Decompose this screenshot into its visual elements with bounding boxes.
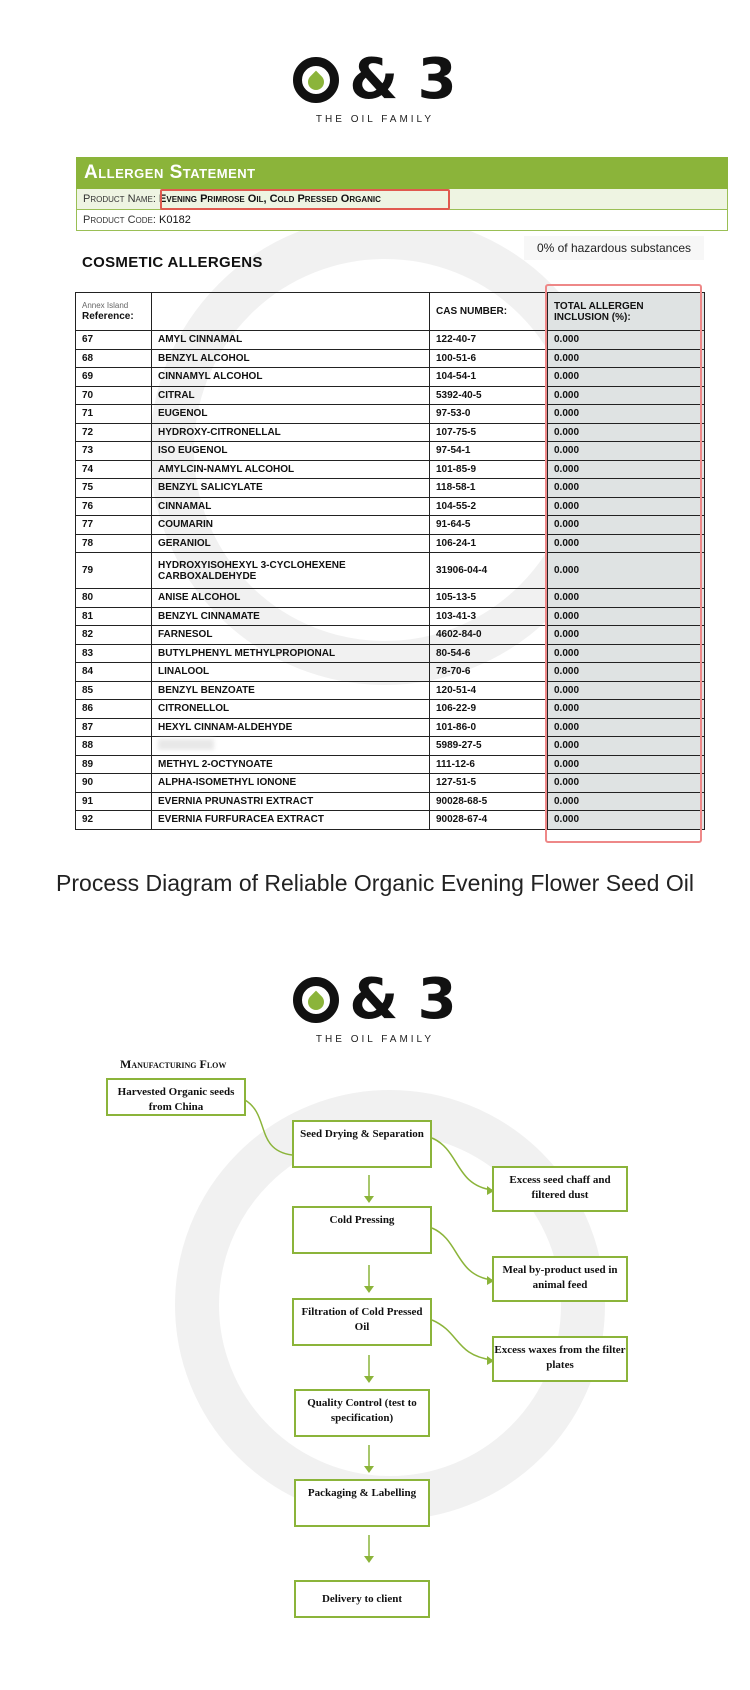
cell-cas-number: 5989-27-5 [430,737,548,756]
cell-allergen-name: BENZYL BENZOATE [152,681,430,700]
cell-total-inclusion: 0.000 [548,663,705,682]
cell-allergen-name: HYDROXY-CITRONELLAL [152,423,430,442]
logo-mark [293,47,457,112]
byproduct-waxes: Excess waxes from the filter plates [492,1336,628,1382]
flow-step-quality: Quality Control (test to specification) [294,1389,430,1437]
cell-reference: 92 [76,811,152,830]
cell-total-inclusion: 0.000 [548,755,705,774]
table-row [76,479,705,498]
logo-tagline: THE OIL FAMILY [315,114,435,125]
cell-cas-number: 4602-84-0 [430,626,548,645]
cell-reference: 87 [76,718,152,737]
cell-allergen-name: ISO EUGENOL [152,442,430,461]
cell-allergen-name: ALPHA-ISOMETHYL IONONE [152,774,430,793]
cell-total-inclusion: 0.000 [548,442,705,461]
table-row [76,663,705,682]
table-row [76,700,705,719]
table-row [76,811,705,830]
cell-cas-number: 111-12-6 [430,755,548,774]
cell-cas-number: 5392-40-5 [430,386,548,405]
cell-cas-number: 103-41-3 [430,607,548,626]
table-row [76,774,705,793]
cell-allergen-name: METHYL 2-OCTYNOATE [152,755,430,774]
flow-step-pressing: Cold Pressing [292,1206,432,1254]
table-row [76,423,705,442]
cell-cas-number: 90028-68-5 [430,792,548,811]
table-row [76,349,705,368]
page-caption: Process Diagram of Reliable Organic Evening Flower Seed Oil [56,870,694,896]
cell-reference: 70 [76,386,152,405]
cell-allergen-name: GERANIOL [152,534,430,553]
cell-total-inclusion: 0.000 [548,349,705,368]
cell-allergen-name: BENZYL SALICYLATE [152,479,430,498]
cell-cas-number: 80-54-6 [430,644,548,663]
cell-reference: 89 [76,755,152,774]
section-title: COSMETIC ALLERGENS [82,254,263,271]
table-row [76,442,705,461]
byproduct-meal: Meal by-product used in animal feed [492,1256,628,1302]
cell-allergen-name: BENZYL CINNAMATE [152,607,430,626]
cell-allergen-name: EVERNIA FURFURACEA EXTRACT [152,811,430,830]
cell-reference: 90 [76,774,152,793]
header-cas: CAS NUMBER: [430,293,548,331]
cell-total-inclusion: 0.000 [548,774,705,793]
cell-total-inclusion: 0.000 [548,534,705,553]
cell-cas-number: 107-75-5 [430,423,548,442]
cell-total-inclusion: 0.000 [548,331,705,350]
cell-cas-number: 97-53-0 [430,405,548,424]
hazard-note: 0% of hazardous substances [524,236,704,260]
cell-reference: 73 [76,442,152,461]
table-row [76,368,705,387]
table-row [76,607,705,626]
cell-allergen-name: AMYLCIN-NAMYL ALCOHOL [152,460,430,479]
flow-step-filtration: Filtration of Cold Pressed Oil [292,1298,432,1346]
cell-cas-number: 118-58-1 [430,479,548,498]
cell-reference: 82 [76,626,152,645]
cell-total-inclusion: 0.000 [548,811,705,830]
product-code-value: K0182 [159,214,191,226]
cell-reference: 80 [76,589,152,608]
table-row [76,331,705,350]
byproduct-chaff: Excess seed chaff and filtered dust [492,1166,628,1212]
table-row [76,405,705,424]
header-name [152,293,430,331]
cell-allergen-name: BENZYL ALCOHOL [152,349,430,368]
cell-total-inclusion: 0.000 [548,681,705,700]
brand-logo-top [0,47,750,125]
table-row [76,534,705,553]
allergen-table-wrap [75,292,705,830]
cell-total-inclusion: 0.000 [548,718,705,737]
flow-step-delivery: Delivery to client [294,1580,430,1618]
cell-reference: 69 [76,368,152,387]
cell-cas-number: 104-54-1 [430,368,548,387]
cell-reference: 85 [76,681,152,700]
connector-pressing-meal [432,1228,492,1280]
table-row [76,755,705,774]
cell-cas-number: 100-51-6 [430,349,548,368]
table-row [76,681,705,700]
table-row [76,644,705,663]
connector-filtration-waxes [432,1320,492,1360]
table-row [76,553,705,589]
connector-start-drying [245,1100,292,1155]
cell-reference: 88 [76,737,152,756]
cell-cas-number: 78-70-6 [430,663,548,682]
table-row [76,737,705,756]
cell-reference: 91 [76,792,152,811]
connector-drying-chaff [432,1138,492,1190]
cell-cas-number: 101-85-9 [430,460,548,479]
table-row [76,626,705,645]
product-code-label: Product Code: [83,214,156,226]
cell-allergen-name: FARNESOL [152,626,430,645]
logo-text: & 3 [349,47,457,112]
cell-reference: 77 [76,516,152,535]
cell-cas-number: 106-22-9 [430,700,548,719]
cell-allergen-name [152,737,430,756]
cell-total-inclusion: 0.000 [548,700,705,719]
cell-total-inclusion: 0.000 [548,626,705,645]
flow-title: Manufacturing Flow [120,1057,227,1071]
cell-allergen-name: EUGENOL [152,405,430,424]
product-name-value: Evening Primrose Oil, Cold Pressed Organic [159,193,381,205]
cell-allergen-name: HYDROXYISOHEXYL 3-CYCLOHEXENE CARBOXALDEHYDE [152,553,430,589]
cell-reference: 86 [76,700,152,719]
cell-allergen-name: ANISE ALCOHOL [152,589,430,608]
table-header-row [76,293,705,331]
cell-cas-number: 90028-67-4 [430,811,548,830]
logo-text-bottom: & 3 [349,967,457,1032]
cell-cas-number: 97-54-1 [430,442,548,461]
table-row [76,386,705,405]
cell-allergen-name: HEXYL CINNAM-ALDEHYDE [152,718,430,737]
arrowhead-1 [364,1196,374,1203]
cell-reference: 72 [76,423,152,442]
flow-start-box: Harvested Organic seeds from China [106,1078,246,1116]
allergen-statement [76,157,728,231]
cell-total-inclusion: 0.000 [548,737,705,756]
cell-reference: 83 [76,644,152,663]
statement-title: Allergen Statement [76,157,728,189]
cell-reference: 67 [76,331,152,350]
cell-total-inclusion: 0.000 [548,589,705,608]
cell-cas-number: 105-13-5 [430,589,548,608]
cell-total-inclusion: 0.000 [548,644,705,663]
table-row [76,589,705,608]
cell-allergen-name: LINALOOL [152,663,430,682]
cell-reference: 81 [76,607,152,626]
cell-allergen-name: CITRAL [152,386,430,405]
arrowhead-2 [364,1286,374,1293]
cell-total-inclusion: 0.000 [548,792,705,811]
cell-cas-number: 104-55-2 [430,497,548,516]
cell-allergen-name: CINNAMYL ALCOHOL [152,368,430,387]
cell-total-inclusion: 0.000 [548,386,705,405]
cell-allergen-name: BUTYLPHENYL METHYLPROPIONAL [152,644,430,663]
cell-total-inclusion: 0.000 [548,423,705,442]
logo-tagline-bottom: THE OIL FAMILY [315,1034,435,1045]
cell-reference: 78 [76,534,152,553]
cell-total-inclusion: 0.000 [548,368,705,387]
cell-allergen-name: AMYL CINNAMAL [152,331,430,350]
brand-logo-bottom [0,967,750,1045]
cell-allergen-name: CITRONELLOL [152,700,430,719]
cell-cas-number: 120-51-4 [430,681,548,700]
cell-cas-number: 91-64-5 [430,516,548,535]
table-body [76,331,705,830]
flow-step-packaging: Packaging & Labelling [294,1479,430,1527]
cell-cas-number: 101-86-0 [430,718,548,737]
logo-drop-icon [293,57,339,103]
cell-total-inclusion: 0.000 [548,460,705,479]
cell-cas-number: 106-24-1 [430,534,548,553]
table-row [76,516,705,535]
product-code-row [76,210,728,231]
cell-reference: 79 [76,553,152,589]
cell-cas-number: 31906-04-4 [430,553,548,589]
cell-reference: 74 [76,460,152,479]
cell-total-inclusion: 0.000 [548,516,705,535]
cell-allergen-name: EVERNIA PRUNASTRI EXTRACT [152,792,430,811]
arrowhead-5 [364,1556,374,1563]
header-total: TOTAL ALLERGEN INCLUSION (%): [548,293,705,331]
allergen-table [75,292,705,830]
obscured-name [158,739,214,750]
cell-allergen-name: CINNAMAL [152,497,430,516]
cell-reference: 75 [76,479,152,498]
logo-mark-bottom [293,967,457,1032]
cell-cas-number: 127-51-5 [430,774,548,793]
cell-total-inclusion: 0.000 [548,497,705,516]
table-row [76,718,705,737]
flow-step-drying: Seed Drying & Separation [292,1120,432,1168]
header-reference-annex: Annex Island [82,301,129,310]
arrowhead-4 [364,1466,374,1473]
header-reference-label: Reference: [82,311,134,322]
cell-reference: 71 [76,405,152,424]
cell-reference: 68 [76,349,152,368]
table-row [76,497,705,516]
cell-cas-number: 122-40-7 [430,331,548,350]
cell-reference: 76 [76,497,152,516]
cell-allergen-name: COUMARIN [152,516,430,535]
table-row [76,792,705,811]
cell-total-inclusion: 0.000 [548,553,705,589]
arrowhead-3 [364,1376,374,1383]
cell-reference: 84 [76,663,152,682]
product-name-label: Product Name: [83,193,156,205]
header-reference [76,293,152,331]
cell-total-inclusion: 0.000 [548,479,705,498]
cell-total-inclusion: 0.000 [548,405,705,424]
product-name-highlight [160,189,450,210]
table-row [76,460,705,479]
cell-total-inclusion: 0.000 [548,607,705,626]
logo-drop-icon-bottom [293,977,339,1023]
